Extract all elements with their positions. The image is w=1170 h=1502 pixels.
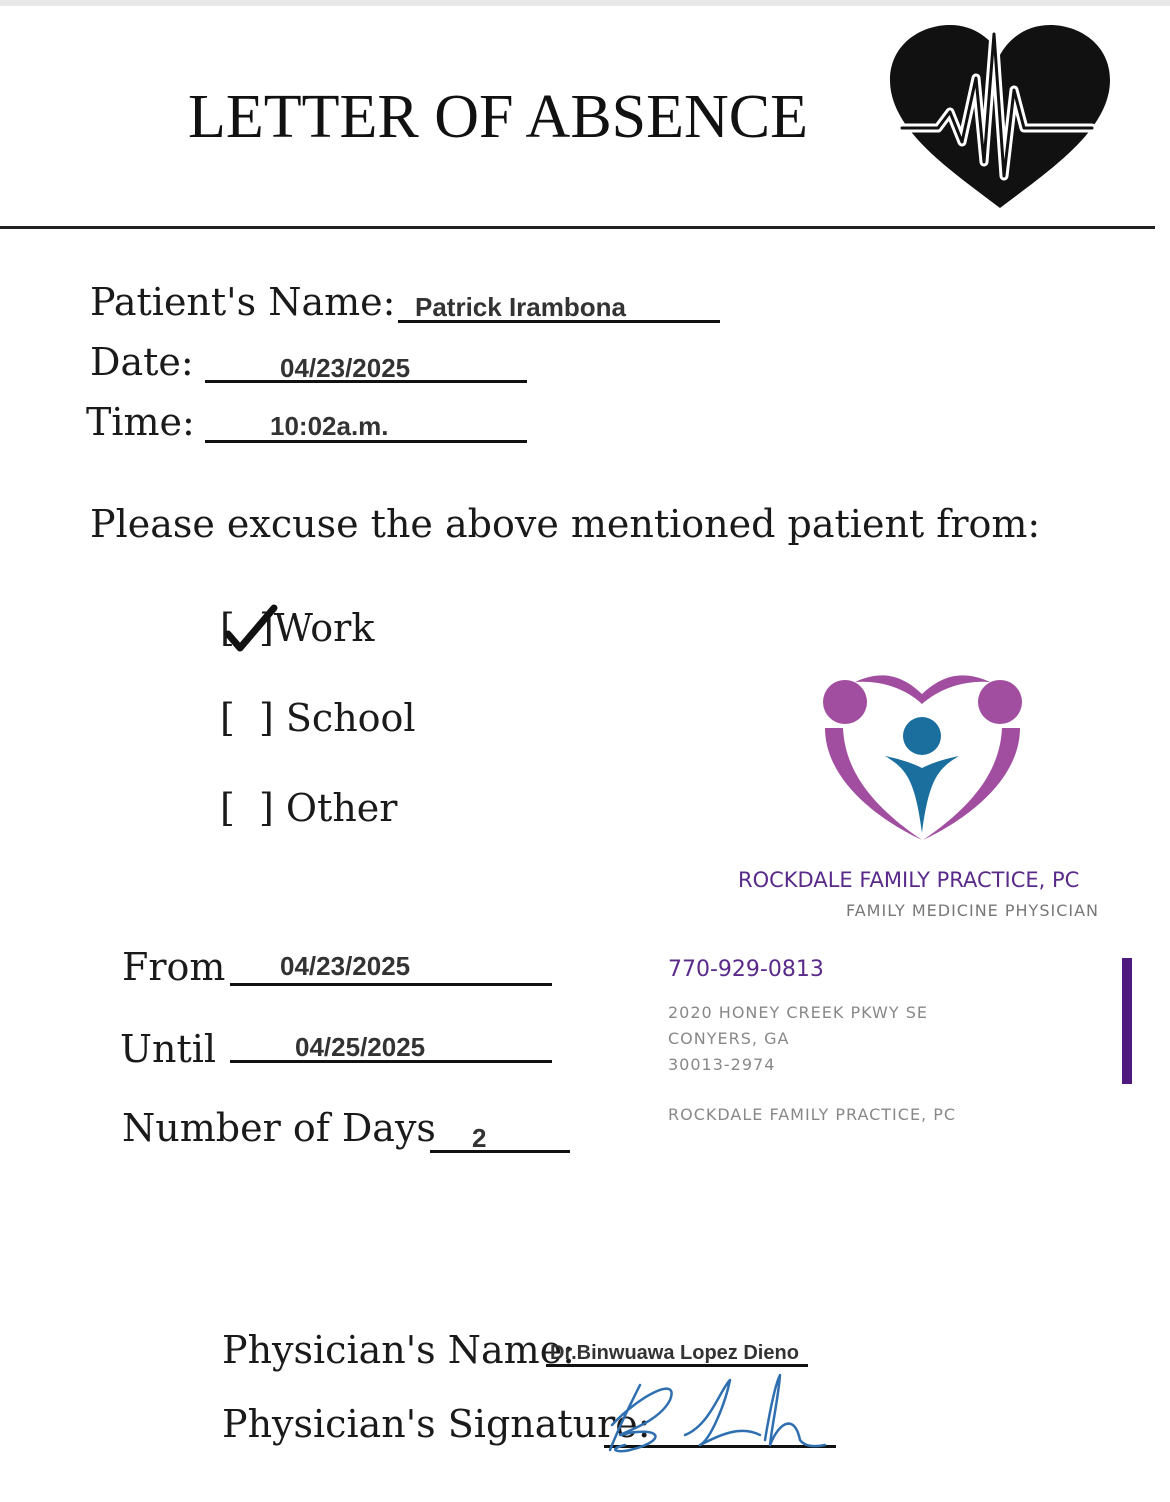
address-line-3: 30013-2974 [668,1055,776,1074]
option-school-label: School [285,696,416,740]
checkmark-icon [224,604,278,654]
practice-name: ROCKDALE FAMILY PRACTICE, PC [738,868,1080,892]
option-school [220,696,416,740]
practice-phone: 770-929-0813 [668,957,824,982]
header-divider [0,226,1155,229]
from-value: 04/23/2025 [280,951,411,981]
patient-name-label: Patient's Name: [90,280,396,324]
practice-address [668,1000,928,1078]
patient-name-value: Patrick Irambona [415,292,626,322]
days-value: 2 [472,1123,487,1153]
option-other-label: Other [285,786,398,830]
physician-name-value: Dr.Binwuawa Lopez Dieno [550,1342,799,1364]
excuse-prompt: Please excuse the above mentioned patient from: [90,502,1041,546]
days-line [430,1150,570,1153]
checkbox-work: [ ] [220,606,274,650]
from-label: From [122,945,226,989]
address-line-1: 2020 HONEY CREEK PKWY SE [668,1003,928,1022]
heartbeat-heart-icon [880,20,1120,215]
until-value: 04/25/2025 [295,1032,426,1062]
option-other [220,786,397,830]
physician-name-label: Physician's Name: [222,1328,575,1372]
date-label: Date: [90,340,194,384]
top-border [0,0,1170,6]
until-label: Until [120,1027,217,1071]
document-title: LETTER OF ABSENCE [188,83,809,151]
signature-label: Physician's Signature: [222,1402,651,1446]
time-value: 10:02a.m. [270,411,389,441]
days-label: Number of Days [122,1106,436,1150]
family-heart-logo-icon [815,668,1030,843]
checkbox-other: [ ] [220,786,286,830]
accent-bar [1122,958,1132,1084]
from-line [230,983,552,986]
checkbox-school: [ ] [220,696,286,740]
practice-footer-name: ROCKDALE FAMILY PRACTICE, PC [668,1105,957,1124]
address-line-2: CONYERS, GA [668,1029,790,1048]
handwritten-signature [600,1365,840,1460]
option-work-label: Work [273,606,375,650]
date-value: 04/23/2025 [280,353,411,383]
time-label: Time: [86,400,195,444]
practice-subtitle: FAMILY MEDICINE PHYSICIAN [846,901,1099,920]
